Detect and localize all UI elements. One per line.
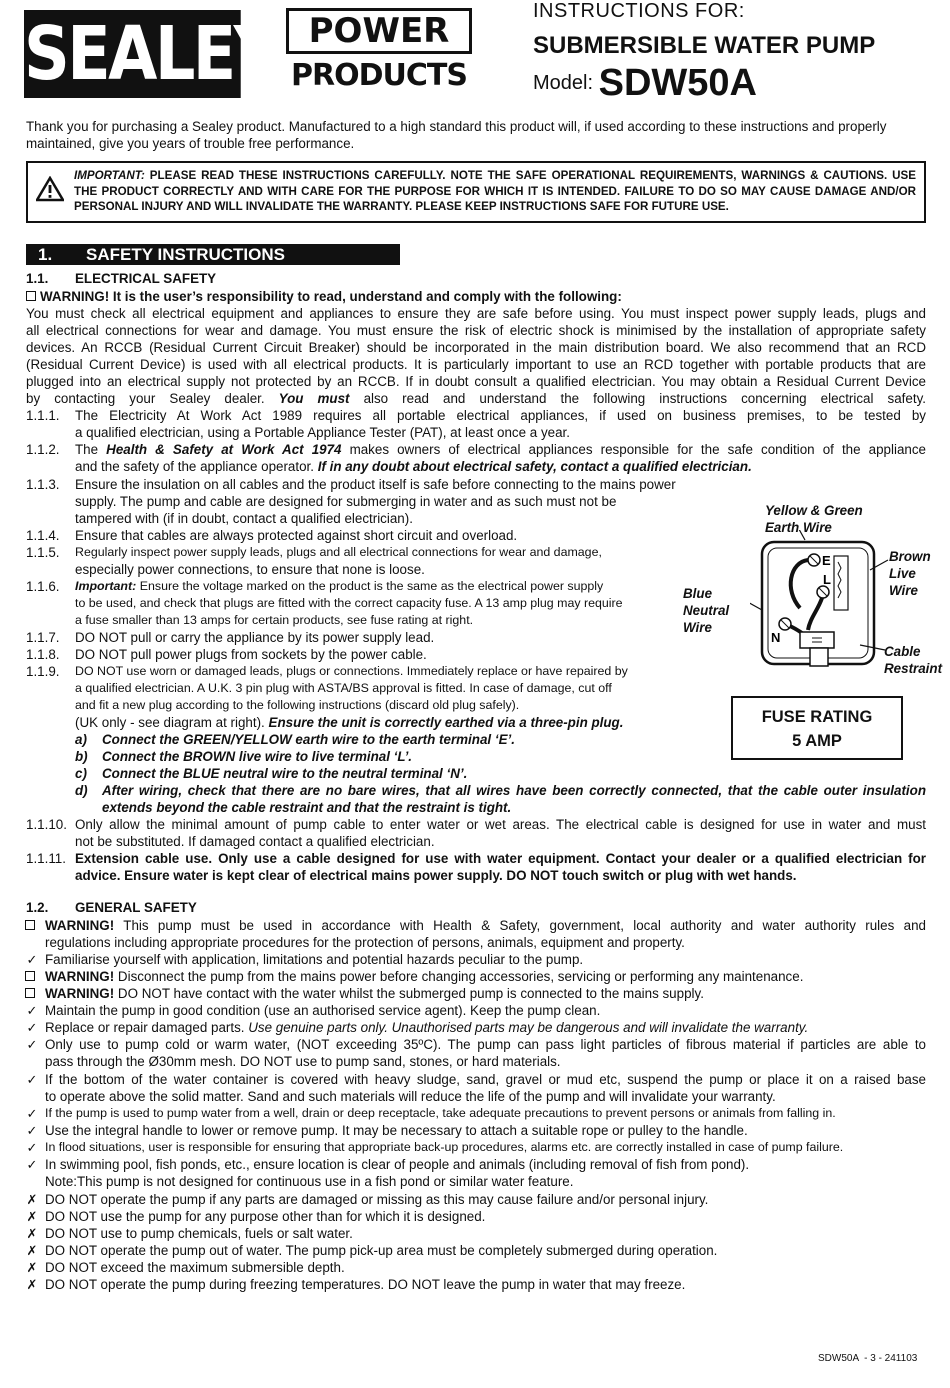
item-text: not be substituted. If damaged contact a qualified electrician. xyxy=(75,834,435,849)
model-line xyxy=(533,62,757,105)
cross-icon: ✗ xyxy=(26,1277,38,1292)
check-icon: ✓ xyxy=(26,1072,38,1087)
step-label: b) xyxy=(75,749,88,764)
check-icon: ✓ xyxy=(26,952,38,967)
item-emphasis: Ensure the unit is correctly earthed via a three-pin plug. xyxy=(268,715,624,730)
power-products-logo xyxy=(286,8,472,98)
important-box xyxy=(26,161,926,223)
item-text xyxy=(75,578,603,595)
para-text: also read and understand the following instructions concerning electrical safety. xyxy=(363,391,926,406)
item-text-part: and the safety of the appliance operator. xyxy=(75,459,314,474)
item-text-part: makes owners of electrical appliances responsible for the safe condition of the appliance xyxy=(349,442,926,457)
check-icon: ✓ xyxy=(26,1123,38,1138)
cross-icon: ✗ xyxy=(26,1226,38,1241)
label-live-wire: Wire xyxy=(889,583,918,598)
warning-lead: WARNING! xyxy=(45,986,115,1001)
item-text: advice. Ensure water is kept clear of electrical mains power supply. DO NOT touch switch or plug with wet hands. xyxy=(75,868,797,883)
warning-lead: WARNING! xyxy=(45,918,115,933)
checkbox-icon xyxy=(25,971,35,981)
para-line xyxy=(26,390,926,407)
step-text: Connect the BROWN live wire to live terminal ‘L’. xyxy=(102,749,413,764)
item-text: and fit a new plug according to the following instructions (discard old plug safely). xyxy=(75,698,520,712)
warning-lead: WARNING! xyxy=(45,969,115,984)
item-number: 1.1.3. xyxy=(26,477,60,492)
item-text: Extension cable use. Only use a cable designed for use with water equipment. Contact your dealer or a qualified electrician for xyxy=(75,851,926,866)
terminal-n: N xyxy=(771,630,781,645)
logo-power: POWER xyxy=(286,8,472,54)
warning-line xyxy=(26,288,622,305)
label-yellow-green: Yellow & Green xyxy=(765,503,863,518)
box-bullet xyxy=(24,968,40,985)
item-text: DO NOT pull power plugs from sockets by the power cable. xyxy=(75,647,427,662)
instructions-for: INSTRUCTIONS FOR: xyxy=(533,0,745,22)
item-text-part: (UK only - see diagram at right). xyxy=(75,715,265,730)
item-text xyxy=(75,441,926,458)
check-icon: ✓ xyxy=(26,1037,38,1052)
list-item: Only use to pump cold or warm water, (NOT exceeding 35ºC). The pump can pass light particles of fibrous material if particles are able to xyxy=(45,1037,926,1052)
label-earth-wire: Earth Wire xyxy=(765,520,832,535)
list-item: In swimming pool, fish ponds, etc., ensure location is clear of people and animals (including removal of fish from pond). xyxy=(45,1157,750,1172)
fuse-rating-value: 5 AMP xyxy=(792,732,842,750)
sealey-logo: SEALEY xyxy=(24,11,278,97)
plug-wiring-diagram xyxy=(750,530,890,680)
list-item: Maintain the pump in good condition (use an authorised service agent). Keep the pump clean. xyxy=(45,1003,601,1018)
item-number: 1.1.7. xyxy=(26,630,60,645)
label-restraint: Restraint xyxy=(884,661,943,676)
subsection-heading xyxy=(26,899,197,916)
para-line: (Residual Current Device) is used with all electrical products. It is particularly important to use an RCD together with portable products that are xyxy=(26,357,926,372)
item-text: DO NOT pull or carry the appliance by its power supply lead. xyxy=(75,630,435,645)
label-neutral-wire: Wire xyxy=(683,620,712,635)
fuse-rating-label: FUSE RATING xyxy=(761,708,873,726)
item-number: 1.1.2. xyxy=(26,442,60,457)
list-item: regulations including appropriate procedures for the protection of persons, animals, equipment and property. xyxy=(45,935,685,950)
list-text: DO NOT have contact with the water whilst the submerged pump is connected to the mains supply. xyxy=(117,986,704,1001)
item-text: DO NOT use worn or damaged leads, plugs or connections. Immediately replace or have repaired by xyxy=(75,664,628,678)
step-text: Connect the BLUE neutral wire to the neutral terminal ‘N’. xyxy=(102,766,468,781)
list-item: to operate above the solid matter. Sand and such materials will reduce the life of the pump and will invalidate your warranty. xyxy=(45,1089,776,1104)
item-text: a fuse smaller than 13 amps for certain products, see fuse rating at right. xyxy=(75,613,474,627)
label-brown: Brown xyxy=(889,549,931,564)
para-line: You must check all electrical equipment and appliances to ensure they are safe before using. You must inspect power supply leads, plugs and xyxy=(26,306,926,321)
logo-products: PRODUCTS xyxy=(291,58,467,93)
item-text: especially power connections, to ensure that none is loose. xyxy=(75,562,425,577)
item-text: supply. The pump and cable are designed for submerging in water and as such must not be xyxy=(75,494,617,509)
para-line: devices. An RCCB (Residual Current Circuit Breaker) should be incorporated in the main distribution board. We also recommend that an RCD xyxy=(26,340,926,355)
item-text: Ensure that cables are always protected against short circuit and overload. xyxy=(75,528,518,543)
section-title: SAFETY INSTRUCTIONS xyxy=(86,245,285,264)
item-text xyxy=(75,714,623,731)
para-line: plugged into an electrical supply not protected by an RCCB. If in doubt consult a qualified electrician. You may obtain a Residual Current Device xyxy=(26,374,926,389)
fuse-rating-box xyxy=(731,696,903,760)
step-text: extends beyond the cable restraint and that the restraint is tight. xyxy=(102,800,512,815)
item-text: The Electricity At Work Act 1989 requires all portable electrical appliances, if used on business premises, to be tested by xyxy=(75,408,926,423)
item-number: 1.1.6. xyxy=(26,579,60,594)
label-live: Live xyxy=(889,566,916,581)
section-heading xyxy=(26,244,400,265)
item-text: to be used, and check that plugs are fitted with the correct capacity fuse. A 13 amp plug may require xyxy=(75,596,623,610)
product-title: SUBMERSIBLE WATER PUMP xyxy=(533,32,876,59)
list-text: Disconnect the pump from the mains power before changing accessories, servicing or performing any maintenance. xyxy=(117,969,804,984)
cross-icon: ✗ xyxy=(26,1192,38,1207)
model-number: SDW50A xyxy=(598,62,757,104)
list-item: DO NOT operate the pump out of water. The pump pick-up area must be completely submerged during operation. xyxy=(45,1243,718,1258)
intro-text: Thank you for purchasing a Sealey product. Manufactured to a high standard this product will, if used according to these instructions and properly maintained, give you years of trouble free performance. xyxy=(26,119,887,151)
para-line: all electrical connections for wear and damage. You must ensure the risk of electric shock is minimised by the installation of appropriate safety xyxy=(26,323,926,338)
step-label: d) xyxy=(75,783,88,798)
label-blue: Blue xyxy=(683,586,713,601)
checkbox-icon xyxy=(25,988,35,998)
cross-icon: ✗ xyxy=(26,1260,38,1275)
important-body: PLEASE READ THESE INSTRUCTIONS CAREFULLY. NOTE THE SAFE OPERATIONAL REQUIREMENTS, WARNINGS & CAUTIONS. USE THE PRODUCT CORRECTLY AND WITH CARE FOR THE PURPOSE FOR WHICH IT IS INTENDED. FAILURE TO DO SO MAY CAUSE DAMAGE AND/OR PERSONAL INJURY AND WILL INVALIDATE THE WARRANTY. PLEASE KEEP INSTRUCTIONS SAFE FOR FUTURE USE. xyxy=(74,169,916,213)
item-text: Only allow the minimal amount of pump cable to enter water or wet areas. The electrical cable is designed for use in water and must xyxy=(75,817,926,832)
warning-triangle-icon xyxy=(36,176,64,202)
item-number: 1.1.1. xyxy=(26,408,60,423)
list-item: DO NOT operate the pump if any parts are damaged or missing as this may cause failure and/or personal injury. xyxy=(45,1192,709,1207)
para-emphasis: You must xyxy=(278,391,350,406)
item-emphasis: If in any doubt about electrical safety, contact a qualified electrician. xyxy=(317,459,752,474)
list-item: DO NOT operate the pump during freezing temperatures. DO NOT leave the pump in water that may freeze. xyxy=(45,1277,686,1292)
checkbox-icon xyxy=(25,920,35,930)
step-text: After wiring, check that there are no bare wires, that all wires have been correctly connected, that the cable outer insulation xyxy=(102,783,926,798)
section-number: 1. xyxy=(38,245,53,264)
item-text: Ensure the insulation on all cables and the product itself is safe before connecting to the mains power xyxy=(75,477,676,492)
item-text-part: The xyxy=(75,442,99,457)
check-icon: ✓ xyxy=(26,1106,38,1121)
item-text: tampered with (if in doubt, contact a qualified electrician). xyxy=(75,511,413,526)
subsection-heading xyxy=(26,270,216,287)
list-item: DO NOT use the pump for any purpose other than for which it is designed. xyxy=(45,1209,486,1224)
page-footer: SDW50A - 3 - 241103 xyxy=(818,1353,918,1364)
important-lead: IMPORTANT: xyxy=(74,169,145,182)
list-item: DO NOT use to pump chemicals, fuels or salt water. xyxy=(45,1226,353,1241)
item-emphasis: Important: xyxy=(75,579,137,593)
warning-line-text: WARNING! It is the user’s responsibility to read, understand and comply with the following: xyxy=(40,289,622,304)
subsection-title: GENERAL SAFETY xyxy=(75,900,197,915)
item-number: 1.1.10. xyxy=(26,817,67,832)
list-item: In flood situations, user is responsible for ensuring that appropriate back-up procedures, alarms etc. are correctly installed in case of pump failure. xyxy=(45,1140,844,1154)
check-icon: ✓ xyxy=(26,1020,38,1035)
step-label: a) xyxy=(75,732,87,747)
check-icon: ✓ xyxy=(26,1140,38,1155)
model-label: Model: xyxy=(533,72,594,94)
checkbox-icon xyxy=(26,291,36,301)
item-text-part: Ensure the voltage marked on the product is the same as the electrical power supply xyxy=(139,579,604,593)
list-item: Use the integral handle to lower or remove pump. It may be necessary to attach a suitable rope or pulley to the handle. xyxy=(45,1123,748,1138)
step-label: c) xyxy=(75,766,87,781)
cross-icon: ✗ xyxy=(26,1209,38,1224)
list-item xyxy=(45,968,803,985)
check-icon: ✓ xyxy=(26,1157,38,1172)
subsection-title: ELECTRICAL SAFETY xyxy=(75,271,217,286)
item-number: 1.1.11. xyxy=(26,851,66,866)
list-item: Familiarise yourself with application, limitations and potential hazards peculiar to the pump. xyxy=(45,952,584,967)
list-item: If the bottom of the water container is covered with heavy sludge, sand, gravel or mud etc, suspend the pump or place it on a raised base xyxy=(45,1072,926,1087)
subsection-number: 1.1. xyxy=(26,271,49,286)
cross-icon: ✗ xyxy=(26,1243,38,1258)
important-text xyxy=(74,168,916,215)
item-text: a qualified electrician, using a Portable Appliance Tester (PAT), at least once a year. xyxy=(75,425,570,440)
item-text: Regularly inspect power supply leads, plugs and all electrical connections for wear and damage, xyxy=(75,545,602,559)
item-emphasis: Health & Safety at Work Act 1974 xyxy=(106,442,342,457)
list-item xyxy=(45,917,926,934)
item-number: 1.1.4. xyxy=(26,528,60,543)
list-emphasis: Use genuine parts only. Unauthorised parts may be dangerous and will invalidate the warranty. xyxy=(248,1020,809,1035)
item-number: 1.1.8. xyxy=(26,647,60,662)
list-item xyxy=(45,985,704,1002)
para-text: by contacting your Sealey dealer. xyxy=(26,391,265,406)
item-number: 1.1.5. xyxy=(26,545,60,560)
list-item: DO NOT exceed the maximum submersible depth. xyxy=(45,1260,345,1275)
item-text xyxy=(75,458,752,475)
list-text: Replace or repair damaged parts. xyxy=(45,1020,245,1035)
terminal-e: E xyxy=(822,553,831,568)
label-cable: Cable xyxy=(884,644,921,659)
list-item: Note:This pump is not designed for continuous use in a fish pond or similar water feature. xyxy=(45,1174,574,1189)
terminal-l: L xyxy=(823,572,831,587)
item-text: a qualified electrician. A U.K. 3 pin plug with ASTA/BS approval is fitted. In case of damage, cut off xyxy=(75,681,612,695)
list-text: This pump must be used in accordance with Health & Safety, government, local authority and water authority rules and xyxy=(123,918,926,933)
box-bullet xyxy=(24,917,40,934)
step-text: Connect the GREEN/YELLOW earth wire to the earth terminal ‘E’. xyxy=(102,732,515,747)
list-item: If the pump is used to pump water from a well, drain or deep receptacle, take adequate precautions to prevent persons or animals from falling in. xyxy=(45,1106,836,1120)
box-bullet xyxy=(24,985,40,1002)
check-icon: ✓ xyxy=(26,1003,38,1018)
list-item xyxy=(45,1019,808,1036)
list-item: pass through the Ø30mm mesh. DO NOT use to pump sand, stones, or hard materials. xyxy=(45,1054,561,1069)
subsection-number: 1.2. xyxy=(26,900,49,915)
item-number: 1.1.9. xyxy=(26,664,60,679)
label-neutral: Neutral xyxy=(683,603,730,618)
